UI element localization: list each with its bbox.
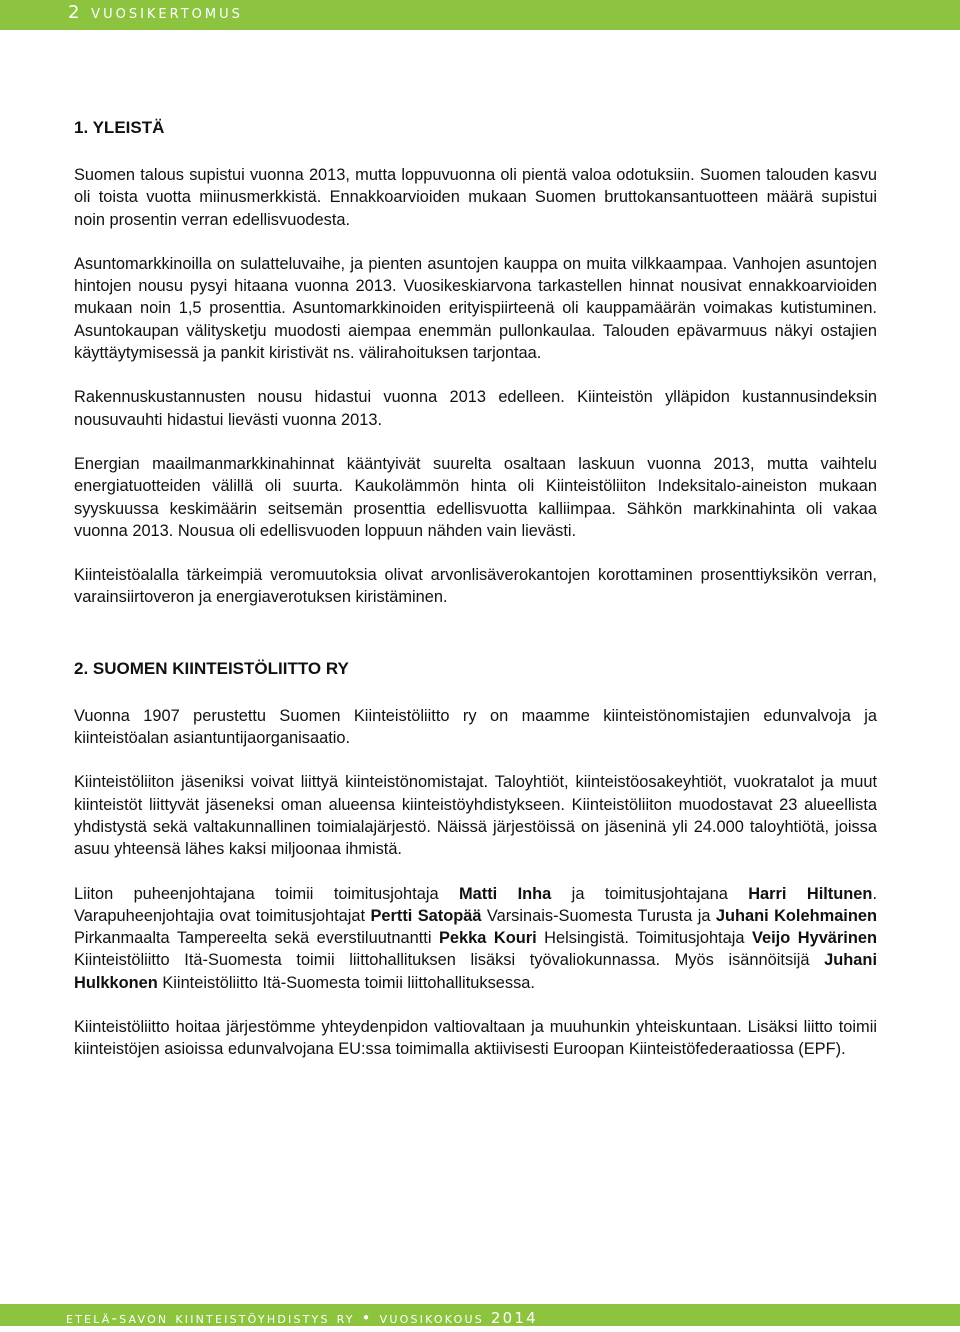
- leadership-text: Varsinais-Suomesta Turusta ja: [481, 906, 716, 925]
- paragraph-talous: Suomen talous supistui vuonna 2013, mutta loppuvuonna oli pientä valoa odotuksiin. Suomen talouden kasvu oli toista vuotta miinusmerkkistä. Ennakkoarvioiden mukaan Suomen bruttokansantuotteen määrä supistui noin prosentin verran edellisvuodesta.: [74, 166, 877, 229]
- document-body: [74, 117, 877, 1083]
- paragraph-johto: [74, 883, 877, 994]
- person-name: Pertti Satopää: [370, 906, 482, 925]
- leadership-text: Pirkanmaalta Tampereelta sekä everstiluutnantti: [74, 929, 439, 948]
- footer-band: [0, 1304, 960, 1326]
- leadership-text: Kiinteistöliitto Itä-Suomesta toimii liittohallituksen lisäksi työvaliokunnassa. Myös isännöitsijä: [74, 951, 825, 970]
- paragraph-energia: Energian maailmanmarkkinahinnat kääntyivät suurelta osaltaan laskuun vuonna 2013, mutta vaihtelu energiatuotteiden välillä oli suurta. Kaukolämmön hinta oli Kiinteistöliiton Indeksitalo-aineiston mukaan syyskuussa keskimäärin seitsemän prosenttia edellisvuotta kalliimpaa. Sähkön markkinahinta oli vakaa vuonna 2013. Nousua oli edellisvuoden loppuun nähden vain lievästi.: [74, 454, 877, 540]
- leadership-text: . Varapuheenjohtajia ovat toimitusjohtajat: [74, 884, 877, 925]
- paragraph-asuntomarkkinat: Asuntomarkkinoilla on sulatteluvaihe, ja pienten asuntojen kauppa on muita vilkkaampaa. Vanhojen asuntojen hintojen nousu pysyi hitaana vuonna 2013. Vuosikeskiarvona tarkastellen hinnat nousivat ennakkoarvioiden mukaan noin 1,5 prosenttia. Asuntomarkkinoiden erityispiirteenä oli kauppamäärän voimakas kutistuminen. Asuntokaupan välitysketju muodosti aiempaa enemmän pullonkaulaa. Talouden epävarmuus näkyi ostajien käyttäytymisessä ja pankit kiristivät ns. välirahoituksen tarjontaa.: [74, 254, 877, 363]
- paragraph-verotus: Kiinteistöalalla tärkeimpiä veromuutoksia olivat arvonlisäverokantojen korottaminen prosenttiyksikön verran, varainsiirtoveron ja energiaverotuksen kiristäminen.: [74, 566, 877, 607]
- header-band: [0, 0, 960, 30]
- paragraph-perustettu: Vuonna 1907 perustettu Suomen Kiinteistöliitto ry on maamme kiinteistönomistajien edunvalvoja ja kiinteistöalan asiantuntijaorganisaatio.: [74, 706, 877, 748]
- person-name: Juhani Hulkkonen: [74, 951, 877, 992]
- section-heading-kiinteistoliitto: 2. SUOMEN KIINTEISTÖLIITTO RY: [74, 658, 349, 678]
- person-name: Veijo Hyvärinen: [751, 929, 877, 948]
- person-name: Matti Inha: [458, 884, 552, 903]
- leadership-text: Liiton puheenjohtajana toimii toimitusjohtaja: [74, 884, 459, 903]
- paragraph-rakennuskustannukset: Rakennuskustannusten nousu hidastui vuonna 2013 edelleen. Kiinteistön ylläpidon kustannusindeksin nousuvauhti hidastui lievästi vuonna 2013.: [74, 388, 877, 429]
- paragraph-yhteiskunta: Kiinteistöliitto hoitaa järjestömme yhteydenpidon valtiovaltaan ja muuhunkin yhteiskuntaan. Lisäksi liitto toimii kiinteistöjen asioissa edunvalvojana EU:ssa toimimalla aktiivisesti Euroopan Kiinteistöfederaatiossa (EPF).: [74, 1018, 877, 1059]
- leadership-text: ja toimitusjohtajana: [551, 884, 749, 903]
- section-heading-yleista: 1. YLEISTÄ: [74, 118, 165, 137]
- person-name: Harri Hiltunen: [748, 884, 873, 903]
- leadership-text: Helsingistä. Toimitusjohtaja: [536, 929, 752, 948]
- person-name: Pekka Kouri: [438, 929, 537, 948]
- footer-text: etelä-savon kiinteistöyhdistys ry • vuosikokous 2014: [66, 1309, 538, 1327]
- person-name: Juhani Kolehmainen: [715, 906, 877, 925]
- paragraph-jasenet: Kiinteistöliiton jäseniksi voivat liittyä kiinteistönomistajat. Taloyhtiöt, kiinteistöosakeyhtiöt, vuokratalot ja muut kiinteistöt liittyvät jäseneksi oman alueensa kiinteistöyhdistykseen. Kiinteistöliiton muodostavat 23 alueellista yhdistystä sekä valtakunnallinen toimialajärjestö. Näissä järjestöissä on jäseninä yli 24.000 taloyhtiötä, joissa asuu yhteensä lähes kaksi miljoonaa ihmistä.: [74, 773, 877, 859]
- leadership-text: Kiinteistöliitto Itä-Suomesta toimii liittohallituksessa.: [157, 973, 535, 992]
- page-header-title: 2 vuosikertomus: [68, 2, 243, 23]
